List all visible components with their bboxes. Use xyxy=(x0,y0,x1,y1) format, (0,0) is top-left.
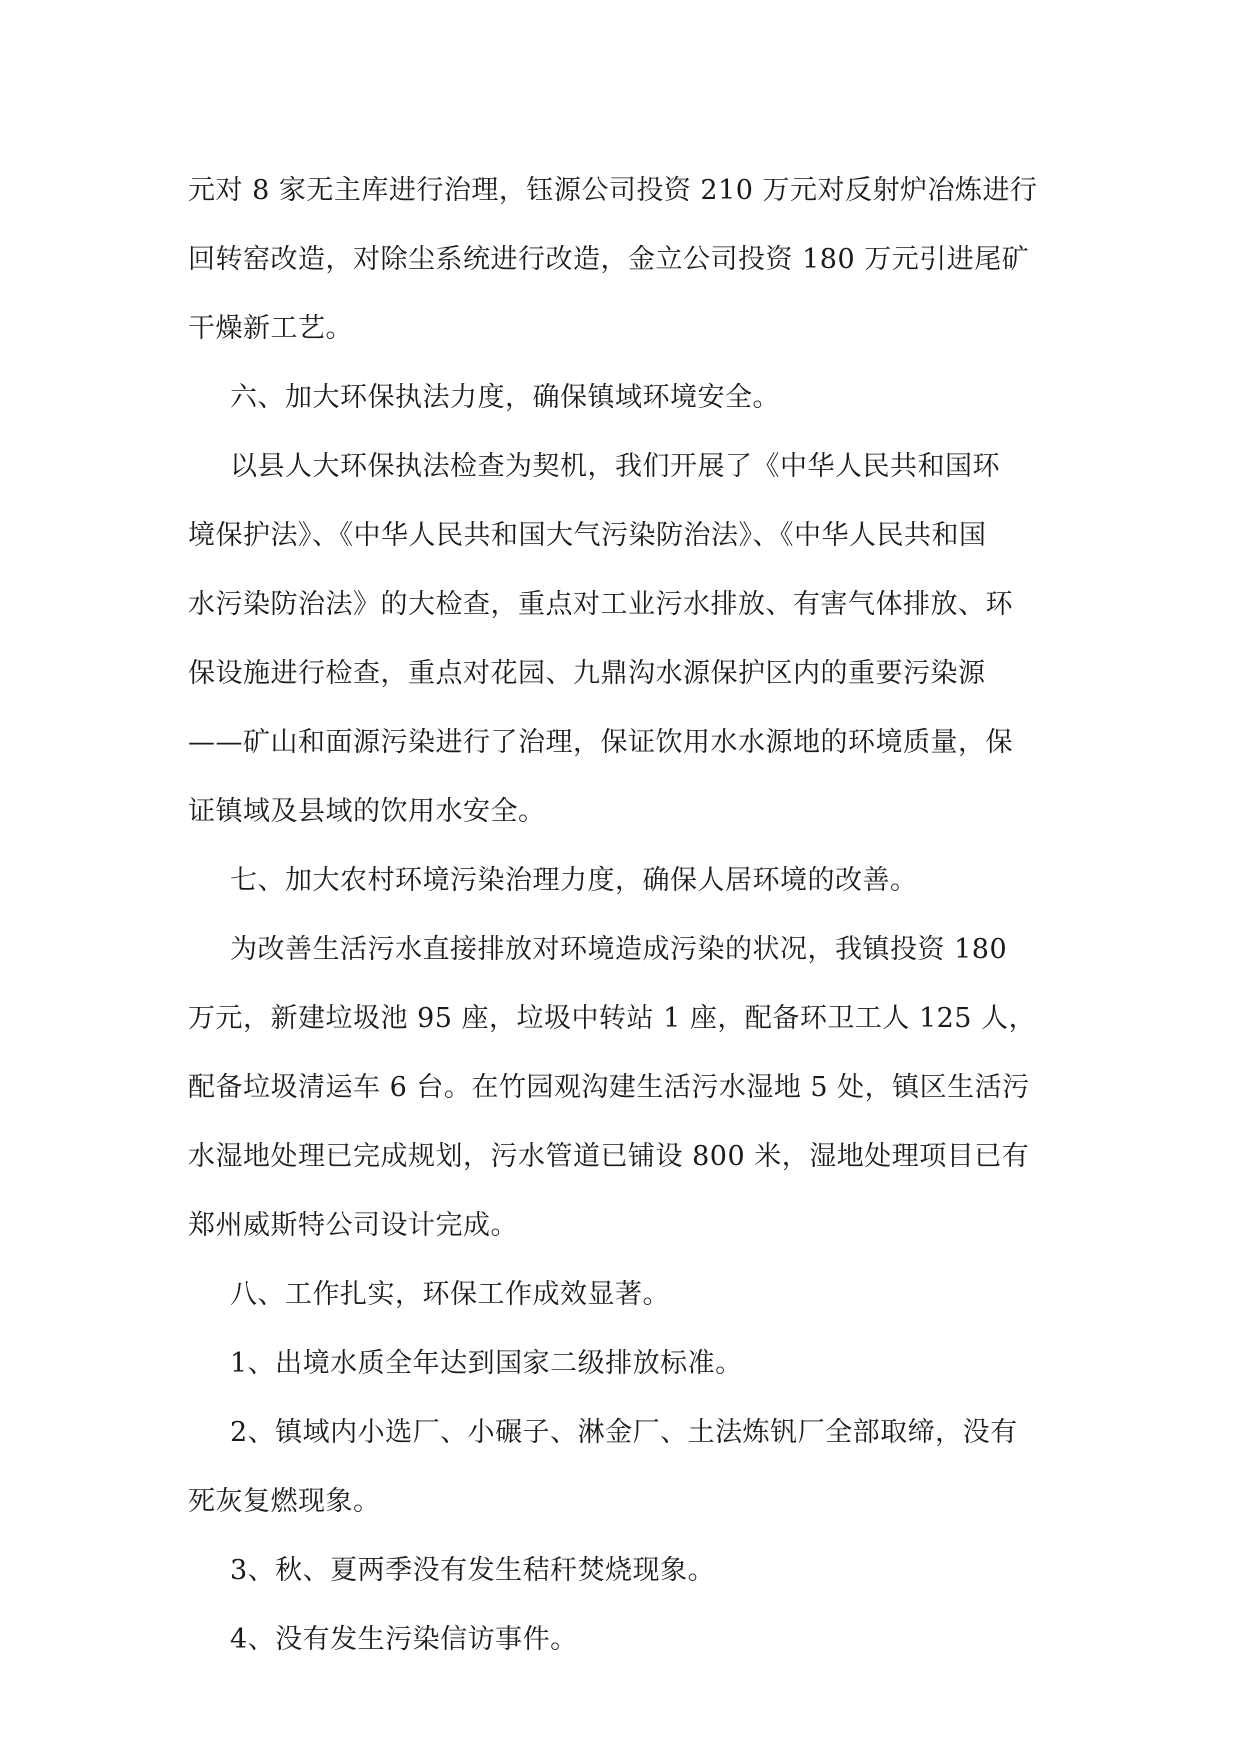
text-line: 为改善生活污水直接排放对环境造成污染的状况，我镇投资 180 xyxy=(230,934,1008,965)
text-line: 元对 8 家无主库进行治理，钰源公司投资 210 万元对反射炉冶炼进行 xyxy=(188,175,1038,206)
text-line: 以县人大环保执法检查为契机，我们开展了《中华人民共和国环 xyxy=(230,451,1000,482)
text-line: 境保护法》、《中华人民共和国大气污染防治法》、《中华人民共和国 xyxy=(188,520,987,551)
text-line: 配备垃圾清运车 6 台。在竹园观沟建生活污水湿地 5 处，镇区生活污 xyxy=(188,1072,1030,1103)
text-line: ——矿山和面源污染进行了治理，保证饮用水水源地的环境质量，保 xyxy=(188,727,1013,758)
list-item: 3、秋、夏两季没有发生秸秆焚烧现象。 xyxy=(230,1555,716,1586)
text-line: 水湿地处理已完成规划，污水管道已铺设 800 米，湿地处理项目已有 xyxy=(188,1141,1030,1172)
section-heading-7: 七、加大农村环境污染治理力度，确保人居环境的改善。 xyxy=(230,865,918,896)
list-item: 4、没有发生污染信访事件。 xyxy=(230,1624,578,1655)
list-item: 1、出境水质全年达到国家二级排放标准。 xyxy=(230,1348,743,1379)
section-heading-8: 八、工作扎实，环保工作成效显著。 xyxy=(230,1279,670,1310)
document-body xyxy=(188,156,1058,1674)
text-line: 死灰复燃现象。 xyxy=(188,1486,381,1517)
text-line: 回转窑改造，对除尘系统进行改造，金立公司投资 180 万元引进尾矿 xyxy=(188,244,1030,275)
text-line: 郑州威斯特公司设计完成。 xyxy=(188,1210,518,1241)
text-line: 证镇域及县域的饮用水安全。 xyxy=(188,796,546,827)
list-item: 2、镇域内小选厂、小碾子、淋金厂、土法炼钒厂全部取缔，没有 xyxy=(230,1417,1018,1448)
text-line: 水污染防治法》的大检查，重点对工业污水排放、有害气体排放、环 xyxy=(188,589,1013,620)
text-line: 万元，新建垃圾池 95 座，垃圾中转站 1 座，配备环卫工人 125 人， xyxy=(188,1003,1037,1034)
text-line: 干燥新工艺。 xyxy=(188,313,353,344)
section-heading-6: 六、加大环保执法力度，确保镇域环境安全。 xyxy=(230,382,780,413)
text-line: 保设施进行检查，重点对花园、九鼎沟水源保护区内的重要污染源 xyxy=(188,658,986,689)
